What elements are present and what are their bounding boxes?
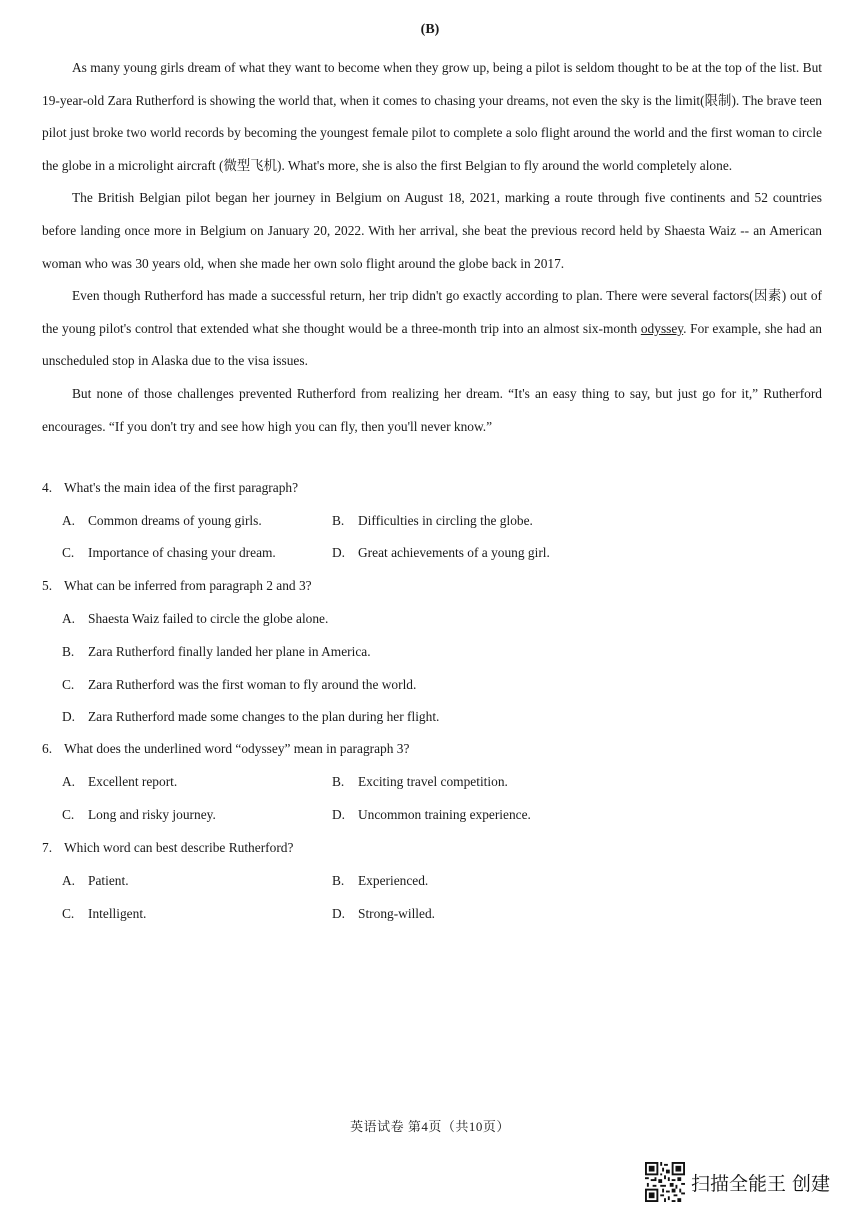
option-text: Excellent report. [88, 774, 178, 789]
option-text: Experienced. [358, 873, 429, 888]
scanner-brand-text: 扫描全能王 创建 [691, 1172, 831, 1195]
option-letter: D. [62, 709, 76, 724]
question-4 [42, 478, 298, 498]
option-letter: A. [62, 513, 76, 528]
scanner-watermark [645, 1162, 830, 1202]
option-letter: B. [332, 873, 345, 888]
option-letter: B. [332, 513, 345, 528]
option-text: Long and risky journey. [88, 807, 216, 822]
option-text: Exciting travel competition. [358, 774, 508, 789]
question-text: What's the main idea of the first paragraph? [64, 480, 299, 495]
option-7a[interactable] [62, 871, 129, 891]
option-4b[interactable] [332, 511, 533, 531]
option-letter: A. [62, 774, 76, 789]
option-6d[interactable] [332, 805, 531, 825]
option-7b[interactable] [332, 871, 428, 891]
option-letter: D. [332, 545, 346, 560]
option-letter: D. [332, 906, 346, 921]
option-6b[interactable] [332, 772, 508, 792]
option-text: Zara Rutherford made some changes to the plan during her flight. [88, 709, 440, 724]
underlined-word: odyssey [640, 320, 684, 336]
option-letter: C. [62, 906, 75, 921]
option-text: Zara Rutherford finally landed her plane in America. [88, 644, 371, 659]
question-text: What can be inferred from paragraph 2 and 3? [64, 578, 312, 593]
qr-code-icon [645, 1162, 685, 1202]
option-7c[interactable] [62, 904, 146, 924]
option-text: Strong-willed. [358, 906, 435, 921]
option-letter: B. [332, 774, 345, 789]
option-letter: C. [62, 807, 75, 822]
option-letter: B. [62, 644, 75, 659]
option-text: Common dreams of young girls. [88, 513, 262, 528]
option-text: Intelligent. [88, 906, 147, 921]
question-7 [42, 838, 293, 858]
option-letter: C. [62, 545, 75, 560]
paragraph-3-text-end: . For example, she had an unscheduled stop in Alaska due to the visa issues. [42, 320, 822, 369]
option-text: Importance of chasing your dream. [88, 545, 276, 560]
question-number: 5. [42, 578, 53, 593]
option-text: Shaesta Waiz failed to circle the globe alone. [88, 611, 329, 626]
option-letter: A. [62, 873, 76, 888]
question-number: 6. [42, 741, 53, 756]
option-6c[interactable] [62, 805, 216, 825]
option-5b[interactable] [62, 642, 371, 662]
paragraph-3 [42, 280, 822, 378]
option-6a[interactable] [62, 772, 177, 792]
option-text: Zara Rutherford was the first woman to fly around the world. [88, 677, 417, 692]
reading-passage [42, 52, 822, 443]
paragraph-2: The British Belgian pilot began her journey in Belgium on August 18, 2021, marking a route through five continents and 52 countries before landing once more in Belgium on January 20, 2022. With her arrival, she beat the previous record held by Shaesta Waiz -- an American woman who was 30 years old, when she made her own solo flight around the globe back in 2017. [42, 190, 822, 271]
option-letter: D. [332, 807, 346, 822]
option-4c[interactable] [62, 543, 276, 563]
option-text: Great achievements of a young girl. [358, 545, 550, 560]
option-text: Uncommon training experience. [358, 807, 531, 822]
option-text: Patient. [88, 873, 129, 888]
option-5d[interactable] [62, 707, 439, 727]
paragraph-4: But none of those challenges prevented Rutherford from realizing her dream. “It's an easy thing to say, but just go for it,” Rutherford encourages. “If you don't try and see how high you can fly, then you'll never know.” [42, 385, 822, 434]
option-letter: A. [62, 611, 76, 626]
option-letter: C. [62, 677, 75, 692]
question-5 [42, 576, 312, 596]
option-4d[interactable] [332, 543, 550, 563]
option-text: Difficulties in circling the globe. [358, 513, 533, 528]
question-number: 7. [42, 840, 53, 855]
question-text: Which word can best describe Rutherford? [64, 840, 294, 855]
paragraph-1: As many young girls dream of what they want to become when they grow up, being a pilot is seldom thought to be at the top of the list. But 19-year-old Zara Rutherford is showing the world that, when it comes to chasing your dreams, not even the sky is the limit(限制). The brave teen pilot just broke two world records by becoming the youngest female pilot to complete a solo flight around the world and the first woman to circle the globe in a microlight aircraft (微型飞机). What's more, she is also the first Belgian to fly around the world completely alone. [42, 60, 822, 173]
question-text: What does the underlined word “odyssey” mean in paragraph 3? [64, 741, 410, 756]
option-5a[interactable] [62, 609, 328, 629]
question-6 [42, 739, 409, 759]
section-label: (B) [420, 22, 440, 37]
question-number: 4. [42, 480, 53, 495]
page-footer: 英语试卷 第4页（共10页） [350, 1119, 510, 1134]
option-5c[interactable] [62, 675, 416, 695]
paragraph-3-text: Even though Rutherford has made a successful return, her trip didn't go exactly according to plan. There were several factors(因素) out of the young pilot's control that extended what she thought would be a three-month trip into an almost six-month [42, 288, 822, 336]
option-4a[interactable] [62, 511, 262, 531]
option-7d[interactable] [332, 904, 435, 924]
